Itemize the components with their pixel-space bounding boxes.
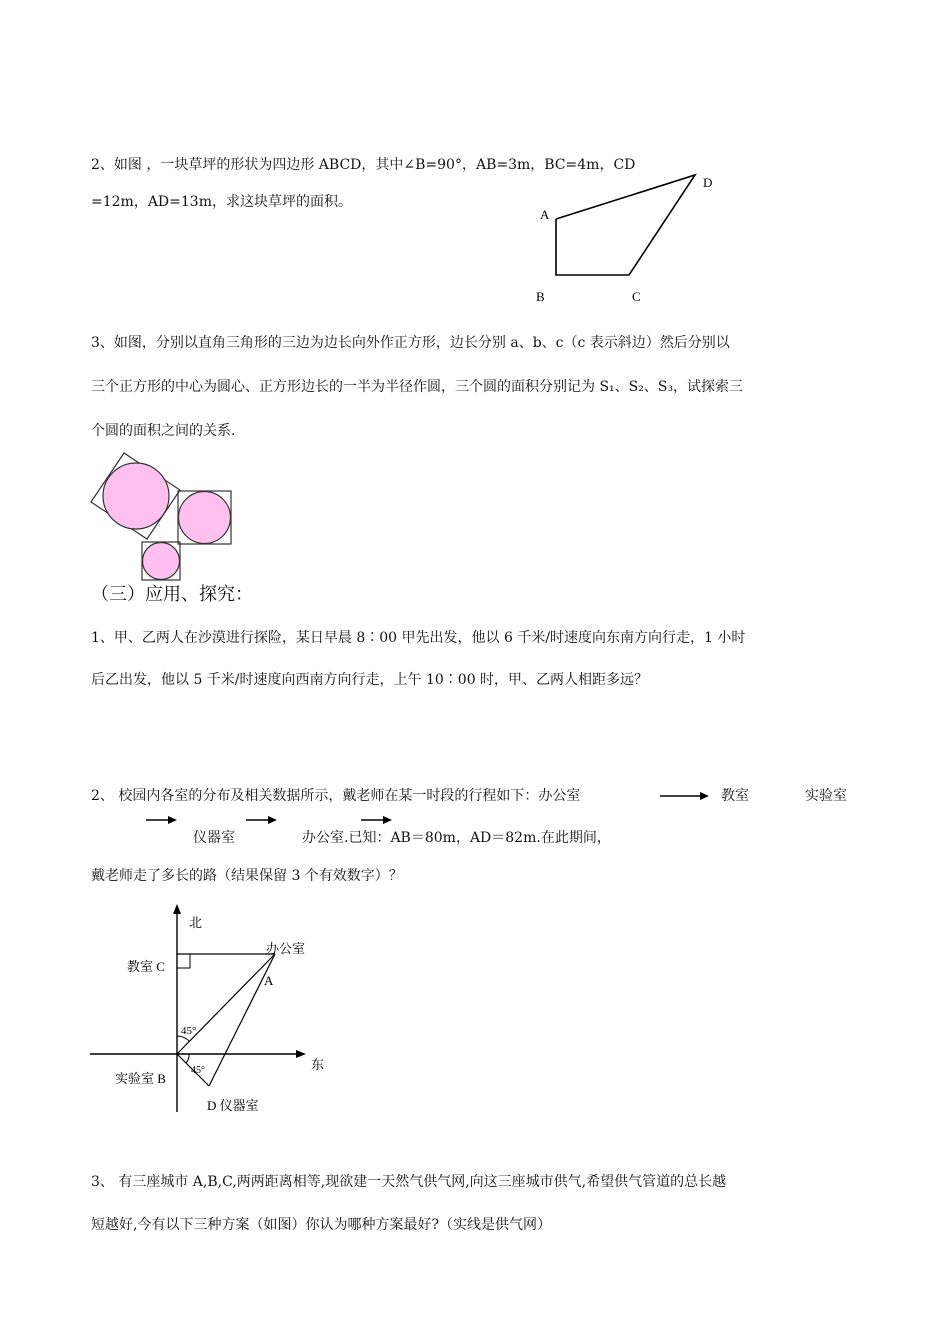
pythagorean-circles-figure <box>85 448 245 588</box>
q3-line3: 个圆的面积之间的关系. <box>91 423 236 439</box>
circle-s3 <box>103 463 169 529</box>
instrument-label: D 仪器室 <box>207 1098 259 1113</box>
stop-lab: 实验室 <box>805 788 847 804</box>
campus-map-figure <box>85 900 345 1120</box>
quadrilateral-figure <box>530 165 730 315</box>
arrow-icon <box>361 815 393 825</box>
east-label: 东 <box>311 1057 325 1072</box>
angle-label-1: 45° <box>181 1025 197 1037</box>
app1-line2: 后乙出发，他以 5 千米/时速度向西南方向行走，上午 10∶00 时，甲、乙两人相距多远？ <box>91 672 649 688</box>
circle-s1 <box>143 543 180 580</box>
app3-line1: 3、 有三座城市 A,B,C,两两距离相等,现欲建一天然气供气网,向这三座城市供气,希望供气管道的总长越 <box>91 1174 727 1190</box>
q2-line2: =12m，AD=13m，求这块草坪的面积。 <box>91 194 352 210</box>
q3-line1: 3、如图，分别以直角三角形的三边为边长向外作正方形，边长分别 a、b、c（c 表示斜边）然后分别以 <box>91 335 730 351</box>
arrow-icon <box>246 815 278 825</box>
section-title: （三）应用、探究： <box>91 584 253 605</box>
label-c: C <box>632 289 641 304</box>
office-label: 办公室 <box>266 941 306 956</box>
east-arrow <box>296 1050 306 1058</box>
arrow-icon <box>660 791 710 801</box>
label-d: D <box>703 175 713 190</box>
classroom-label: 教室 C <box>127 959 165 974</box>
a-label: A <box>264 973 274 988</box>
arrow-icon <box>146 815 178 825</box>
app1-line1: 1、甲、乙两人在沙漠进行探险，某日早晨 8∶00 甲先出发，他以 6 千米/时速度向东南方向行走，1 小时 <box>91 630 746 646</box>
label-a: A <box>540 207 550 222</box>
lab-label: 实验室 B <box>115 1071 166 1086</box>
north-arrow <box>173 904 181 914</box>
stop-instrument: 仪器室 <box>193 830 235 846</box>
app2-line1: 2、 校园内各室的分布及相关数据所示，戴老师在某一时段的行程如下：办公室 <box>91 788 581 804</box>
q2-line1: 2、如图 ，一块草坪的形状为四边形 ABCD，其中∠B=90°，AB=3m，BC=4m，CD <box>91 157 636 173</box>
app2-line3: 戴老师走了多长的路（结果保留 3 个有效数字）？ <box>91 868 403 884</box>
circle-s2 <box>179 492 231 544</box>
angle-label-2: 45° <box>191 1065 205 1076</box>
stop-classroom: 教室 <box>721 788 749 804</box>
north-label: 北 <box>189 915 203 930</box>
app3-line2: 短越好,今有以下三种方案（如图）你认为哪种方案最好?（实线是供气网） <box>91 1217 551 1233</box>
stop-office-end: 办公室.已知：AB＝80m，AD＝82m.在此期间， <box>302 830 611 846</box>
q3-line2: 三个正方形的中心为圆心、正方形边长的一半为半径作圆，三个圆的面积分别记为 S₁、S₂、S₃，试探索三 <box>91 379 744 395</box>
label-b: B <box>536 289 545 304</box>
quadrilateral-abcd <box>556 175 695 275</box>
